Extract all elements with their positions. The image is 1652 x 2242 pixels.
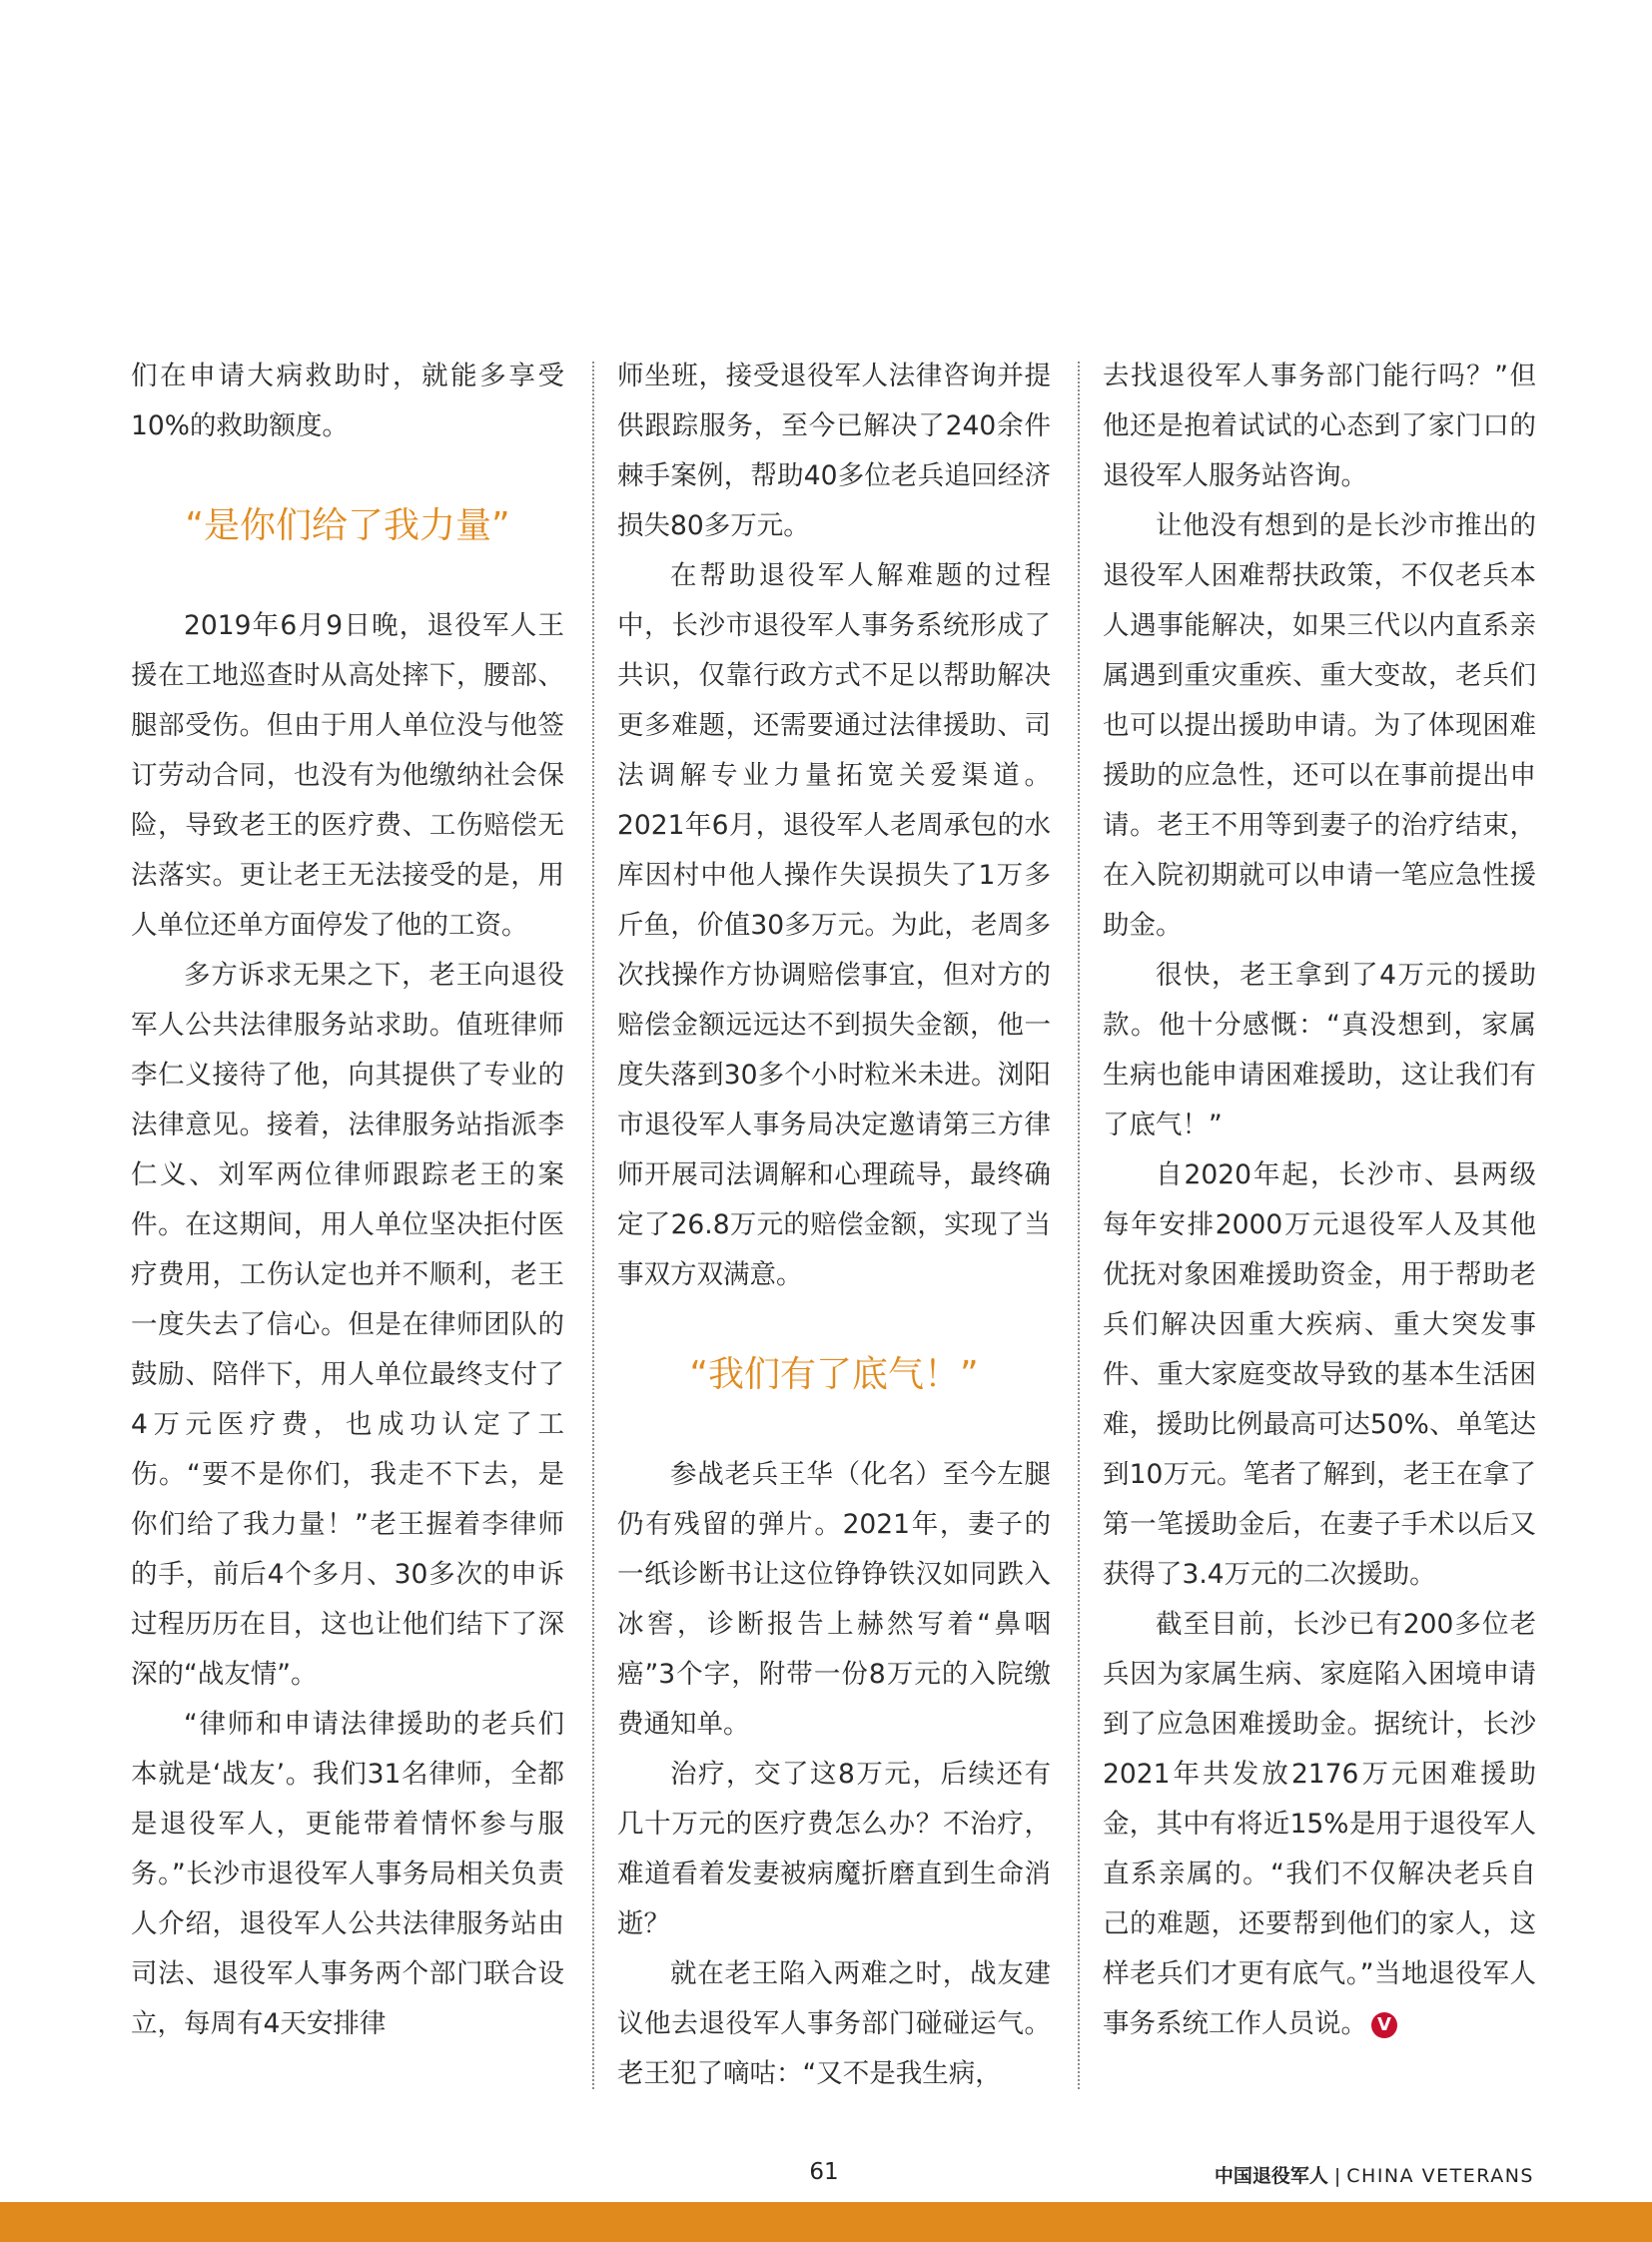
paragraph: 很快，老王拿到了4万元的援助款。他十分感慨：“真没想到，家属生病也能申请困难援助，这让我们有了底气！” <box>1103 960 1536 1140</box>
paragraph: 们在申请大病救助时，就能多享受10%的救助额度。 <box>131 361 564 441</box>
bottom-color-bar <box>0 2202 1652 2242</box>
section-heading: “是你们给了我力量” <box>185 505 510 546</box>
end-of-article-icon: V <box>1371 2012 1397 2038</box>
article-body <box>0 352 1652 2109</box>
paragraph: “律师和申请法律援助的老兵们本就是‘战友’。我们31名律师，全都是退役军人，更能带着情怀参与服务。”长沙市退役军人事务局相关负责人介绍，退役军人公共法律服务站由司法、退役军人事务两个部门联合设立，每周有4天安排律 <box>131 1709 564 2039</box>
paragraph: 在帮助退役军人解难题的过程中，长沙市退役军人事务系统形成了共识，仅靠行政方式不足以帮助解决更多难题，还需要通过法律援助、司法调解专业力量拓宽关爱渠道。2021年6月，退役军人老周承包的水库因村中他人操作失误损失了1万多斤鱼，价值30多万元。为此，老周多次找操作方协调赔偿事宜，但对方的赔偿金额远远达不到损失金额，他一度失落到30多个小时粒米未进。浏阳市退役军人事务局决定邀请第三方律师开展司法调解和心理疏导，最终确定了26.8万元的赔偿金额，实现了当事双方双满意。 <box>617 560 1051 1290</box>
paragraph: 参战老兵王华（化名）至今左腿仍有残留的弹片。2021年，妻子的一纸诊断书让这位铮铮铁汉如同跌入冰窖，诊断报告上赫然写着“鼻咽癌”3个字，附带一份8万元的入院缴费通知单。 <box>617 1459 1051 1740</box>
column-2 <box>617 352 1051 2099</box>
paragraph: 自2020年起，长沙市、县两级每年安排2000万元退役军人及其他优抚对象困难援助资金，用于帮助老兵们解决因重大疾病、重大突发事件、重大家庭变故导致的基本生活困难，援助比例最高可达50%、单笔达到10万元。笔者了解到，老王在拿了第一笔援助金后，在妻子手术以后又获得了3.4万元的二次援助。 <box>1103 1159 1536 1590</box>
publication-name-en: CHINA VETERANS <box>1346 2165 1534 2187</box>
publication-name <box>1215 2161 1534 2188</box>
paragraph: 多方诉求无果之下，老王向退役军人公共法律服务站求助。值班律师李仁义接待了他，向其提供了专业的法律意见。接着，法律服务站指派李仁义、刘军两位律师跟踪老王的案件。在这期间，用人单位坚决拒付医疗费用，工伤认定也并不顺利，老王一度失去了信心。但是在律师团队的鼓励、陪伴下，用人单位最终支付了4万元医疗费，也成功认定了工伤。“要不是你们，我走不下去，是你们给了我力量！”老王握着李律师的手，前后4个多月、30多次的申诉过程历历在目，这也让他们结下了深深的“战友情”。 <box>131 960 564 1690</box>
column-divider <box>592 362 594 2089</box>
section-heading: “我们有了底气！” <box>689 1354 979 1395</box>
paragraph-text: 截至目前，长沙已有200多位老兵因为家属生病、家庭陷入困境申请到了应急困难援助金。据统计，长沙2021年共发放2176万元困难援助金，其中有将近15%是用于退役军人直系亲属的。“我们不仅解决老兵自己的难题，还要帮到他们的家人，这样老兵们才更有底气。”当地退役军人事务系统工作人员说。 <box>1103 1609 1536 2039</box>
paragraph: 治疗，交了这8万元，后续还有几十万元的医疗费怎么办？不治疗，难道看着发妻被病魔折磨直到生命消逝？ <box>617 1759 1051 1939</box>
page-number: 61 <box>809 2159 839 2185</box>
paragraph: 2019年6月9日晚，退役军人王援在工地巡查时从高处摔下，腰部、腿部受伤。但由于用人单位没与他签订劳动合同，也没有为他缴纳社会保险，导致老王的医疗费、工伤赔偿无法落实。更让老王无法接受的是，用人单位还单方面停发了他的工资。 <box>131 610 564 941</box>
paragraph: 去找退役军人事务部门能行吗？”但他还是抱着试试的心态到了家门口的退役军人服务站咨询。 <box>1103 361 1536 491</box>
paragraph: 就在老王陷入两难之时，战友建议他去退役军人事务部门碰碰运气。老王犯了嘀咕：“又不是我生病， <box>617 1958 1051 2089</box>
column-3 <box>1103 352 1536 2049</box>
paragraph <box>1103 1600 1536 2049</box>
paragraph: 师坐班，接受退役军人法律咨询并提供跟踪服务，至今已解决了240余件棘手案例，帮助40多位老兵追回经济损失80多万元。 <box>617 361 1051 541</box>
column-divider <box>1078 362 1080 2089</box>
paragraph: 让他没有想到的是长沙市推出的退役军人困难帮扶政策，不仅老兵本人遇事能解决，如果三代以内直系亲属遇到重灾重疾、重大变故，老兵们也可以提出援助申请。为了体现困难援助的应急性，还可以在事前提出申请。老王不用等到妻子的治疗结束，在入院初期就可以申请一笔应急性援助金。 <box>1103 510 1536 941</box>
separator: | <box>1333 2165 1341 2187</box>
column-1 <box>131 352 564 2049</box>
publication-name-cn: 中国退役军人 <box>1214 2165 1328 2187</box>
